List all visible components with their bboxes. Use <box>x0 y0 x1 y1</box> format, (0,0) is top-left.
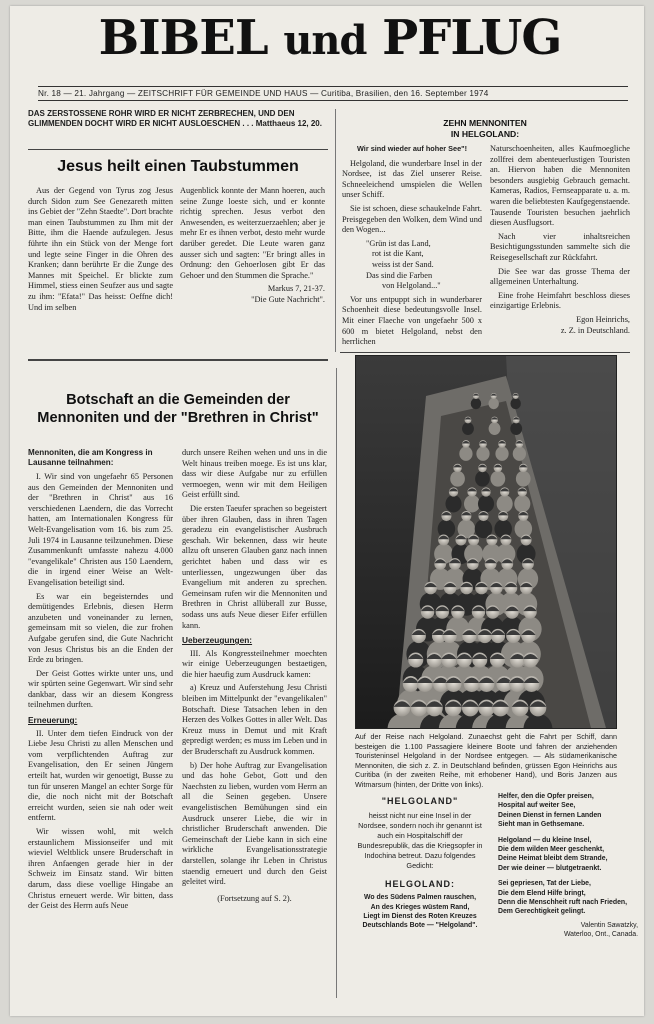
helgoland-p7: Eine frohe Heimfahrt beschloss dieses einzigartige Erlebnis. <box>490 290 630 311</box>
poem-stanza-2 <box>498 836 638 874</box>
poem-line: Deine Heimat bleibt dem Strande, <box>498 855 608 863</box>
article2-p3: Der Geist Gottes wirkte unter uns, und wir spürten seine Gegenwart. Wir sind sehr dankbar, dass wir an diesem Kongress teilnehmen durften. <box>28 668 173 710</box>
article2-continuation: (Fortsetzung auf S. 2). <box>217 893 292 903</box>
helgoland-author: Egon Heinrichs, <box>576 314 630 324</box>
article1-title: Jesus heilt einen Taubstummen <box>57 158 299 175</box>
helgoland-author-place: z. Z. in Deutschland. <box>560 325 630 335</box>
helgoland-heading <box>340 118 630 140</box>
article2-p2: Es war ein begeisterndes und demütigendes Erlebnis, diesen Herrn anzubeten und voneinander zu lernen, gemeinsam mit so vielen, die zur frohen Aufgabe gerufen sind, die Gute Nachricht von Jesus Christus bis an die Enden der Erde zu bringen. <box>28 591 173 665</box>
helgoland-verse-1: "Grün ist das Land, <box>366 238 431 248</box>
poem-author: Valentin Sawatzky, <box>580 921 638 929</box>
helgoland-verse-4: Das sind die Farben <box>366 270 433 280</box>
rule-under-helgoland <box>340 352 630 353</box>
masthead-word-pflug: PFLUG <box>382 10 562 66</box>
article1-source: "Die Gute Nachricht". <box>251 294 325 304</box>
helgoland-p6: Die See war das grosse Thema der allgemeinen Unterhaltung. <box>490 266 630 287</box>
article2-c2p5: b) Der hohe Auftrag zur Evangelisation und das hohe Gebot, Gott und den Naechsten zu lieben, wurden vom Herrn an all die Seinen gegeben. Unsere evangelistischen Bemühungen sind ein Ausdruck unserer Liebe, die wir in christlicher Bruderschaft anwenden. Die Gemeinschaft der Liebe kann in sich eine wirkliche Evangelisationsstrategie darstellen, solange ihr Leben in Christus staendig erneuert und durch den Geist geleitet wird. <box>182 760 327 887</box>
article2-p4: II. Unter dem tiefen Eindruck von der Liebe Jesu Christi zu allen Menschen und vom verpflichtenden Auftrag zur Evangelisation, den Er seinen Jüngern erteilt hat, wurden wir genoetigt, Busse zu tun für unseren Mangel an echter Sorge für die, die noch nicht mit der Botschaft erreicht wurden, seien sie nah oder weit entfernt. <box>28 728 173 823</box>
motto-text: DAS ZERSTOSSENE ROHR WIRD ER NICHT ZERBRECHEN, UND DEN GLIMMENDEN DOCHT WIRD ER NICHT AUSLOESCHEN . . . <box>28 109 295 128</box>
helgoland-box-verse-3: Liegt im Dienst des Roten Kreuzes <box>363 913 477 920</box>
helgoland-p1: Helgoland, die wunderbare Insel in der Nordsee, ist das Ziel unserer Reise. Schneeleichend umspielen die Wellen unser Schiff. <box>342 158 482 200</box>
article2-col1 <box>28 448 173 915</box>
helgoland-box-verse-1: Wo des Südens Palmen rauschen, <box>363 894 477 902</box>
article1-col1-text: Aus der Gegend von Tyrus zog Jesus durch Sidon zum See Genezareth mitten ins Gebiet der "Zehn Staedte". Dort brachte man einen Taubstummen zu Ihm mit der Bitte, ihm die Haende aufzulegen. Jesus führte ihn ein Stück von der Menge fort und legte seine Finger in die Ohren des Kranken; dann berührte Er die Zunge des Mannes mit Speichel. Er blickte zum Himmel, stiess einen Seufzer aus und sagte zu ihm: "Efata!" Das heisst: Oeffne dich! Und im selben <box>28 186 173 312</box>
article2-subhead-erneuerung: Erneuerung: <box>28 715 78 726</box>
poem-line: Denn die Menschheit ruft nach Frieden, <box>498 899 628 907</box>
poem-line: Deinen Dienst in fernen Landen <box>498 811 602 819</box>
rule-vertical-top <box>335 109 336 352</box>
poem-line: Dem Gerechtigkeit gelingt. <box>498 908 586 916</box>
helgoland-p2: Sie ist schoen, diese schaukelnde Fahrt. Preisgegeben den Wolken, dem Wind und den Wogen... <box>342 203 482 235</box>
poem-line: Der wie deiner — blutgetraenkt. <box>498 864 602 872</box>
helgoland-col2 <box>490 144 630 336</box>
masthead-word-bibel: BIBEL <box>98 10 268 66</box>
poem-line: Die dem wilden Meer geschenkt, <box>498 846 605 854</box>
article2-title-line1: Botschaft an die Gemeinden der <box>66 392 290 408</box>
helgoland-p3: Vor uns entpuppt sich in wunderbarer Schoenheit diese bedeutungsvolle Insel. Mit einer Flaeche von ungefaehr 500 x 600 m bietet Helgoland, nebst den herrlichen <box>342 294 482 347</box>
masthead-word-und: und <box>283 17 367 64</box>
article1-col2 <box>180 186 325 306</box>
helgoland-verse-2: rot ist die Kant, <box>372 249 424 259</box>
boat-group-photo <box>355 355 617 729</box>
article2-title-line2: Mennoniten und der "Brethren in Christ" <box>37 410 319 426</box>
motto-block <box>28 109 328 128</box>
helgoland-verse <box>342 239 482 292</box>
poem-line: Hospital auf weiter See, <box>498 802 576 810</box>
helgoland-box-verse <box>355 893 485 931</box>
poem-right <box>498 792 638 940</box>
poem-line: Sieht man in Gethsemane. <box>498 821 585 829</box>
poem-line: Helfer, den die Opfer preisen, <box>498 793 594 800</box>
poem-stanza-1 <box>498 792 638 830</box>
helgoland-box-verse-4: Deutschlands Bote — "Helgoland". <box>362 922 478 930</box>
boat-photo-illustration <box>356 356 616 728</box>
article1-ref: Markus 7, 21-37. <box>267 284 325 294</box>
photo-caption: Auf der Reise nach Helgoland. Zunaechst geht die Fahrt per Schiff, dann besteigen die 1.100 Passagiere kleinere Boote und fahren der anziehenden Touristeninsel Helgoland in der Nordsee entgegen. — Als südamerikanische Mennoniten, die sich z. Z. in Deutschland befinden, grüssen Egon Heinrichs aus Curitiba (in der zweiten Reihe, mit erhobener Hand), und Boris Janzen aus Witmarsum (hinten, der Dritte von links). <box>355 732 617 789</box>
helgoland-box-title: "HELGOLAND" <box>381 796 459 806</box>
helgoland-box <box>355 796 485 931</box>
helgoland-quote: Wir sind wieder auf hoher See"! <box>356 144 468 153</box>
poem-line: Helgoland — du kleine Insel, <box>498 836 592 844</box>
poem-line: Sei gepriesen, Tat der Liebe, <box>498 880 591 888</box>
helgoland-box-text: heisst nicht nur eine Insel in der Nordsee, sondern noch ihr genannt ist auch ein Hospitalschiff der Bundesrepublik, das die Kriegsopfer in Indochina betreut. Dazu folgendes Gedicht: <box>357 810 483 870</box>
helgoland-col1 <box>342 144 482 351</box>
issue-info-line: Nr. 18 — 21. Jahrgang — ZEITSCHRIFT FÜR GEMEINDE UND HAUS — Curitiba, Brasilien, den 16. September 1974 <box>38 86 628 101</box>
helgoland-box-title2: HELGOLAND: <box>385 878 455 889</box>
poem-stanza-3 <box>498 879 638 917</box>
motto-ref: Matthaeus 12, 20. <box>255 118 322 128</box>
article1-col2-text: Augenblick konnte der Mann hoeren, auch seine Zunge loeste sich, und er konnte richtig sprechen. Jesus verbot den Anwesenden, es weiterzuerzaehlen; aber je mehr Er es ihnen verbot, desto mehr wurde darüber geredet. Die Leute waren ganz ausser sich und sagten: "Er bringt alles in Ordnung: den Gehoerlosen gibt Er das Gehoer und den Stummen die Sprache." <box>180 186 325 280</box>
article2-col2 <box>182 448 327 904</box>
rule-under-article1 <box>28 359 328 361</box>
rule-under-motto <box>28 149 328 150</box>
article2-intro: Mennoniten, die am Kongress in Lausanne teilnahmen: <box>28 448 153 467</box>
article1-col1 <box>28 186 173 316</box>
article2-c2p3: III. Als Kongressteilnehmer moechten wir einige Ueberzeugungen bestaetigen, die hier haeufig zum Ausdruck kamen: <box>182 648 327 679</box>
article2-title <box>28 391 328 427</box>
helgoland-heading-line2: IN HELGOLAND: <box>450 129 520 139</box>
article2-c2p1: durch unsere Reihen wehen und uns in die Welt hinaus treiben moege. Es ist uns klar, dass wir diese Aufgabe nur zu erfüllen vermoegen, wenn wir mit dem Heiligen Geist erfüllt sind. <box>182 448 327 500</box>
helgoland-p4: Naturschoenheiten, alles Kaufmoegliche zollfrei dem abenteuerlustigen Touristen an. Hiervon haben die Mennoniten besonders ausgiebig Gebrauch gemacht. Kameras, Radios, Fernseapparate u. a. m. waren die beliebtesten Kaufgegenstaende. Tausende Touristen besuchen jaehrlich diesen Ausflugsort. <box>490 144 630 228</box>
masthead-title <box>30 10 630 66</box>
helgoland-heading-line1: ZEHN MENNONITEN <box>443 118 527 128</box>
helgoland-verse-5: von Helgoland..." <box>382 281 441 291</box>
helgoland-p5: Nach vier inhaltsreichen Besichtigungsstunden sammelte sich die Reisegesellschaft zur Rückfahrt. <box>490 231 630 262</box>
article2-c2p2: Die ersten Taeufer sprachen so begeistert über ihren Glauben, dass in ihren Tagen geradezu ein evangelistischer Ausbruch geschah. Wir bekennen, dass wir heute allzu oft unseren Glauben ganz nach innen gerichtet haben und dass wir es unterliessen, ungezwungen über das Evangelium mit anderen zu sprechen. Gemeinsam rufen wir die Mennoniten und Brethren in Christ allüberall zur Busse, sodass uns aufs Neue dieser Eifer erfüllen kann. <box>182 503 327 630</box>
poem-line: Die dem Elend Hilfe bringt, <box>498 889 586 897</box>
helgoland-box-verse-2: An des Krieges wüstem Rand, <box>370 903 470 911</box>
article2-c2p4: a) Kreuz und Auferstehung Jesu Christi bleiben im Mittelpunkt der "evangelikalen" Botschaft. Diese Tatsachen leben in den Herzen des Volkes Gottes in aller Welt. Das Kreuz muss in Demut und mit Kraft gepredigt werden; es muss im Leben und in der Bruderschaft zu Ausdruck kommen. <box>182 683 327 757</box>
article2-subhead-ueberzeugungen: Ueberzeugungen: <box>182 635 253 646</box>
article2-p5: Wir wissen wohl, mit welch erstaunlichem Missionseifer und mit wieviel Weltblick unsere Bruderschaft in ihren Anfaengen gerade hier in der Schweiz im Einsatz stand. Wir bitten darum, dass diese voellige Hingabe an Christus erneuert werde. Wir bitten, dass der Geist des Herrn aufs Neue <box>28 827 173 911</box>
rule-vertical-bottom <box>336 368 337 998</box>
article2-p1: I. Wir sind von ungefaehr 65 Personen aus den Gemeinden der Mennoniten und der "Brethren in Christ" aus 16 verschiedenen Laendern, die das Vorrecht hatten, am Internationalen Kongress für Welt-Evangelisation vom 16. bis zum 25. Juli 1974 in Lausanne teilzunehmen. Diese Zusammenkunft umfasste nahezu 4.000 "evangelikale" Christen aus 150 Laendern, die in irgend einer Weise an Welt-Evangelisation beteiligt sind. <box>28 472 173 587</box>
helgoland-verse-3: weiss ist der Sand. <box>372 259 434 269</box>
poem-place: Waterloo, Ont., Canada. <box>563 931 638 939</box>
newspaper-page <box>10 6 644 1016</box>
